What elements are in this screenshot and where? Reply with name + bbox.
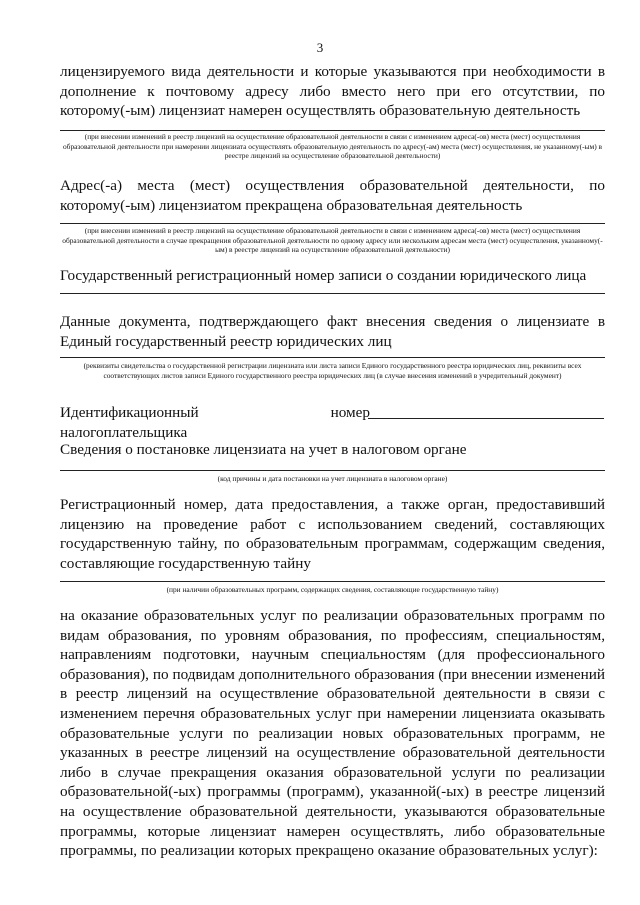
terminated-address-fill-line (60, 223, 605, 224)
address-change-note: (при внесении изменений в реестр лицензий на осуществление образовательной деятельности в связи с изменением адреса(-ов) места (мест) осуществления образовательной деятельности при намерении лицензиата осуществлять образовательную деятельность по адресу(-ам) места (мест) осуществления, не указанному(-ым) в реестре лицензий на осуществление образовательной деятельности) (62, 132, 603, 161)
inn-label: Идентификационный номер налогоплательщика (60, 404, 370, 441)
inn-fill-line (368, 418, 604, 419)
educational-services-text: на оказание образовательных услуг по реализации образовательных программ по видам образования, по уровням образования, по профессиям, специальностям, направлениям подготовки, научным специальностям (для профессионального образования), по подвидам дополнительного образования (при внесении изменений в реестр лицензий на осуществление образовательной деятельности в связи с изменением перечня образовательных услуг при намерении лицензиата оказывать образовательные услуги по реализации новых образовательных программ, не указанных в реестре лицензий на осуществление образовательной деятельности либо в случае прекращения оказания образовательной услуги по реализации образовательной(-ых) программы (программ), указанной(-ых) в реестре лицензий на осуществление образовательной деятельности, указываются образовательные программы, которые лицензиат намерен осуществлять, либо образовательные программы, по реализации которых прекращено оказание образовательных услуг): (60, 607, 605, 860)
tax-registration-label: Сведения о постановке лицензиата на учет в налоговом органе (60, 441, 467, 458)
page-number: 3 (316, 40, 324, 55)
terminated-address-text: Адрес(-а) места (мест) осуществления образовательной деятельности, по которому(-ым) лицензиатом прекращена образовательная деятельность (60, 177, 605, 214)
egrul-document-note: (реквизиты свидетельства о государственной регистрации лицензиата или листа записи Единого государственного реестра юридических лиц, реквизиты всех соответствующих листов записи Единого государственного реестра юридических лиц (в случае внесения изменений в учредительный документ) (83, 361, 582, 380)
address-fill-line (60, 130, 605, 131)
tax-registration-fill-line (60, 470, 605, 471)
state-secret-license-text: Регистрационный номер, дата предоставления, а также орган, предоставивший лицензию на проведение работ с использованием сведений, составляющих государственную тайну, по образовательным программам, содержащим сведения, составляющие государственную тайну (60, 496, 605, 572)
egrul-document-text: Данные документа, подтверждающего факт внесения сведения о лицензиате в Единый государственный реестр юридических лиц (60, 313, 605, 350)
egrul-document-fill-line (60, 357, 605, 358)
state-secret-license-fill-line (60, 581, 605, 582)
tax-registration-note: (код причины и дата постановки на учет лицензиата в налоговом органе) (217, 474, 448, 483)
ogrn-label: Государственный регистрационный номер записи о создании юридического лица (60, 267, 587, 284)
licensed-activity-address-text: лицензируемого вида деятельности и которые указываются при необходимости в дополнение к почтовому адресу либо вместо него при его отсутствии, по которому(-ым) лицензиат намерен осуществлять образовательную деятельность (60, 63, 605, 120)
state-secret-license-note: (при наличии образовательных программ, содержащих сведения, составляющие государственную тайну) (166, 585, 499, 594)
ogrn-fill-line (60, 293, 605, 294)
terminated-address-note: (при внесении изменений в реестр лицензий на осуществление образовательной деятельности в связи с изменением адреса(-ов) места (мест) осуществления образовательной деятельности в случае прекращения образовательной деятельности по одному адресу или нескольким адресам места (мест) осуществления, указанному(-ым) в реестре лицензий на осуществление образовательной деятельности) (62, 226, 603, 255)
